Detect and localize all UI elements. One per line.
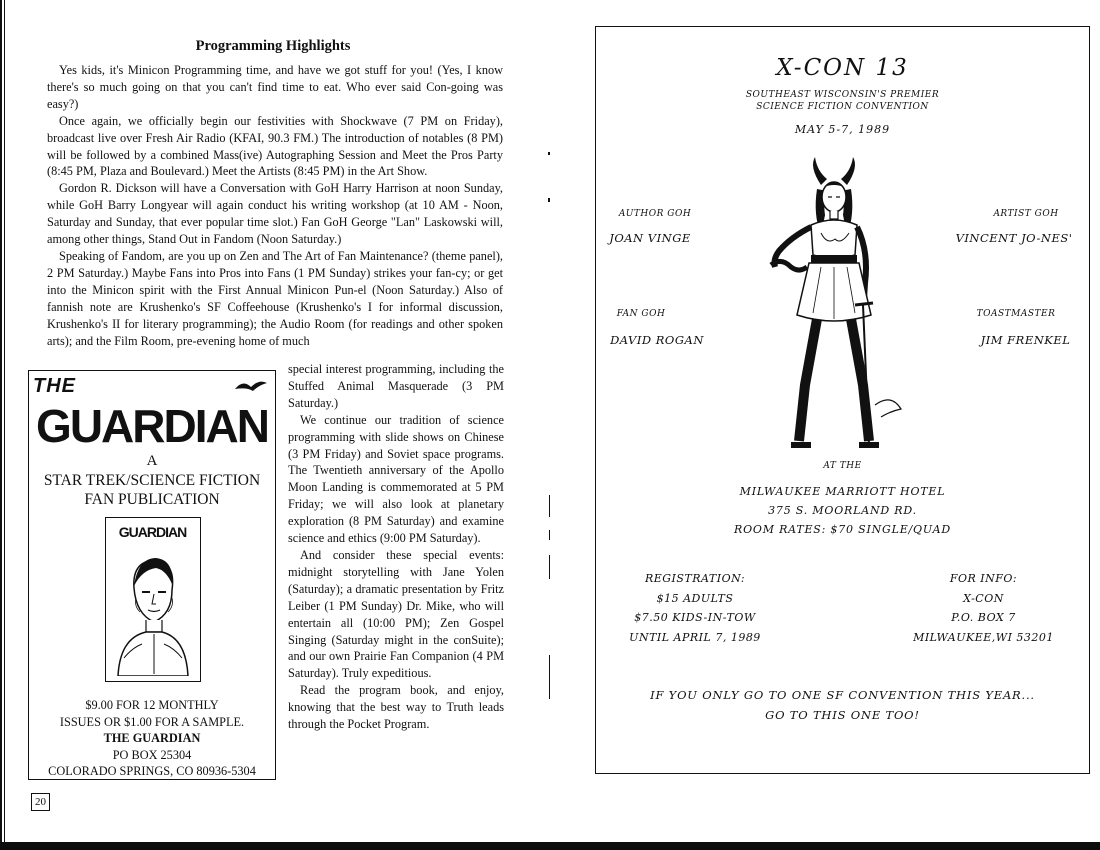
ad-subtitle-line: FAN PUBLICATION: [84, 491, 220, 508]
registration-label: REGISTRATION:: [644, 572, 746, 585]
reg-adults: $15 ADULTS: [656, 591, 734, 605]
hotel-address: 375 S. MOORLAND RD.: [768, 504, 917, 517]
slogan-line: IF YOU ONLY GO TO ONE SF CONVENTION THIS YEAR...: [650, 688, 1035, 702]
flyer-date: MAY 5-7, 1989: [794, 123, 891, 136]
fan-goh-name: DAVID ROGAN: [610, 333, 704, 347]
ad-subtitle-line: STAR TREK/SCIENCE FICTION: [43, 472, 261, 489]
ad-logo: GUARDIAN: [36, 400, 268, 452]
page-heading: Programming Highlights: [195, 38, 351, 54]
article-paragraph: Gordon R. Dickson will have a Conversation with GoH Harry Harrison at noon Sunday, while GoH Barry Longyear will again conduct his writing workshop (at 10 AM - Noon, Saturday and Sunday, that ever popular time slot.) Fan GoH George "Lan" Laskowski will, among other things, Stand Out in Fandom (Noon Saturday.): [47, 181, 503, 247]
registration-info: [610, 569, 780, 647]
contact-info: [896, 569, 1071, 647]
scan-bottom-edge: [0, 842, 1100, 850]
info-city: MILWAUKEE,WI 53201: [913, 630, 1054, 644]
flyer-subtitle-line: SOUTHEAST WISCONSIN'S PREMIER: [745, 90, 940, 100]
article-paragraph: Read the program book, and enjoy, knowing that the best way to Truth leads through the Pocket Program.: [288, 683, 504, 732]
at-the-label: AT THE: [823, 461, 862, 471]
hotel-name: MILWAUKEE MARRIOTT HOTEL: [739, 485, 946, 498]
scan-specks: [545, 150, 553, 710]
article-paragraph: Yes kids, it's Minicon Programming time, and have we got stuff for you! (Yes, I know there's so much going on that you can't find time to eat. Who ever said Con-going was easy?): [47, 63, 503, 111]
slogan-line: GO TO THIS ONE TOO!: [765, 708, 920, 722]
info-label: FOR INFO:: [949, 572, 1018, 585]
article-paragraph: Speaking of Fandom, are you up on Zen and The Art of Fan Maintenance? (theme panel), 2 PM Saturday.) Maybe Fans into Pros into Fans (1 PM Sunday) strikes your fan-cy; or get into the Minicon spirit with the First Annual Minicon Pun-el (Noon Saturday.) Also of fannish note are Krushenko's SF Coffeehouse (Krushenko's I for informal discussion, Krushenko's II for literary programming); the Audio Room (for readings and other spoken arts); and the Film Room, pre-evening home of much: [47, 248, 503, 348]
flyer-slogan: [596, 685, 1089, 725]
article-paragraph: Once again, we officially begin our festivities with Shockwave (7 PM on Friday), broadcast live over Fresh Air Radio (KFAI, 90.3 FM.) The introduction of notables (8 PM) will be followed by a combined Mass(ive) Autographing Session and Meet the Pros Party (8:45 PM, Plaza and Boulevard.) Meet the Artists (8:45 PM) in the Art Show.: [47, 113, 503, 179]
info-name: X-CON: [963, 591, 1004, 605]
fan-goh-label: FAN GOH: [616, 309, 666, 319]
artist-goh-name: VINCENT JO-NES': [955, 231, 1073, 245]
reg-until: UNTIL APRIL 7, 1989: [629, 630, 761, 644]
flyer-title: X-CON 13: [776, 55, 909, 81]
cover-title: GUARDIAN: [118, 524, 187, 540]
ad-a: A: [146, 453, 158, 469]
guardian-advertisement: [28, 370, 276, 780]
ad-publisher-name: THE GUARDIAN: [103, 731, 201, 745]
ad-subtitle: [29, 471, 275, 509]
article-column: [288, 361, 504, 733]
left-page: [0, 0, 550, 842]
author-goh-label: AUTHOR GOH: [618, 209, 692, 219]
magazine-cover-image: [105, 517, 201, 682]
article-body: [47, 62, 503, 349]
author-goh-name: JOAN VINGE: [609, 231, 691, 245]
flyer-subtitle: [596, 89, 1089, 113]
info-box: P.O. BOX 7: [951, 611, 1016, 624]
toastmaster-name: JIM FRENKEL: [980, 333, 1071, 347]
portrait-illustration: [112, 548, 194, 676]
warrior-woman-illustration: [751, 155, 916, 455]
article-paragraph: We continue our tradition of science programming with slide shows on Chinese (3 PM Friday) and Soviet space programs. The Twentieth anniversary of the Apollo Moon Landing is commemorated at 5 PM Friday; we will also look at planetary exploration (8 PM Saturday) and examine science and ethics (9:00 PM Saturday).: [288, 412, 504, 546]
ad-the: THE: [33, 375, 76, 397]
page-number: 20: [31, 793, 50, 811]
room-rates: ROOM RATES: $70 SINGLE/QUAD: [734, 523, 951, 536]
ad-price-info: [29, 697, 275, 780]
article-paragraph-continued: special interest programming, including the Stuffed Animal Masquerade (3 PM Saturday.): [288, 362, 504, 410]
article-paragraph: And consider these special events: midnight storytelling with Jane Yolen (Saturday); a dramatic presentation by Fritz Leiber (1 PM Sunday) Dr. Mike, who will entertain all (10:00 PM); Zen Gospel Singing (Saturday might in the conSuite); and our own Prairie Fan Companion (4 PM Saturday). Truly expeditious.: [288, 547, 504, 681]
reg-kids: $7.50 KIDS-IN-TOW: [634, 611, 756, 624]
flyer-subtitle-line: SCIENCE FICTION CONVENTION: [756, 102, 929, 112]
hotel-info: [596, 482, 1089, 539]
ad-city: COLORADO SPRINGS, CO 80936-5304: [48, 764, 256, 778]
artist-goh-label: ARTIST GOH: [993, 209, 1059, 219]
ad-price-line: ISSUES OR $1.00 FOR A SAMPLE.: [59, 714, 245, 729]
xcon-flyer: [595, 26, 1090, 774]
ad-pobox: PO BOX 25304: [112, 747, 192, 762]
toastmaster-label: TOASTMASTER: [976, 309, 1056, 319]
ad-price-line: $9.00 FOR 12 MONTHLY: [85, 698, 219, 712]
